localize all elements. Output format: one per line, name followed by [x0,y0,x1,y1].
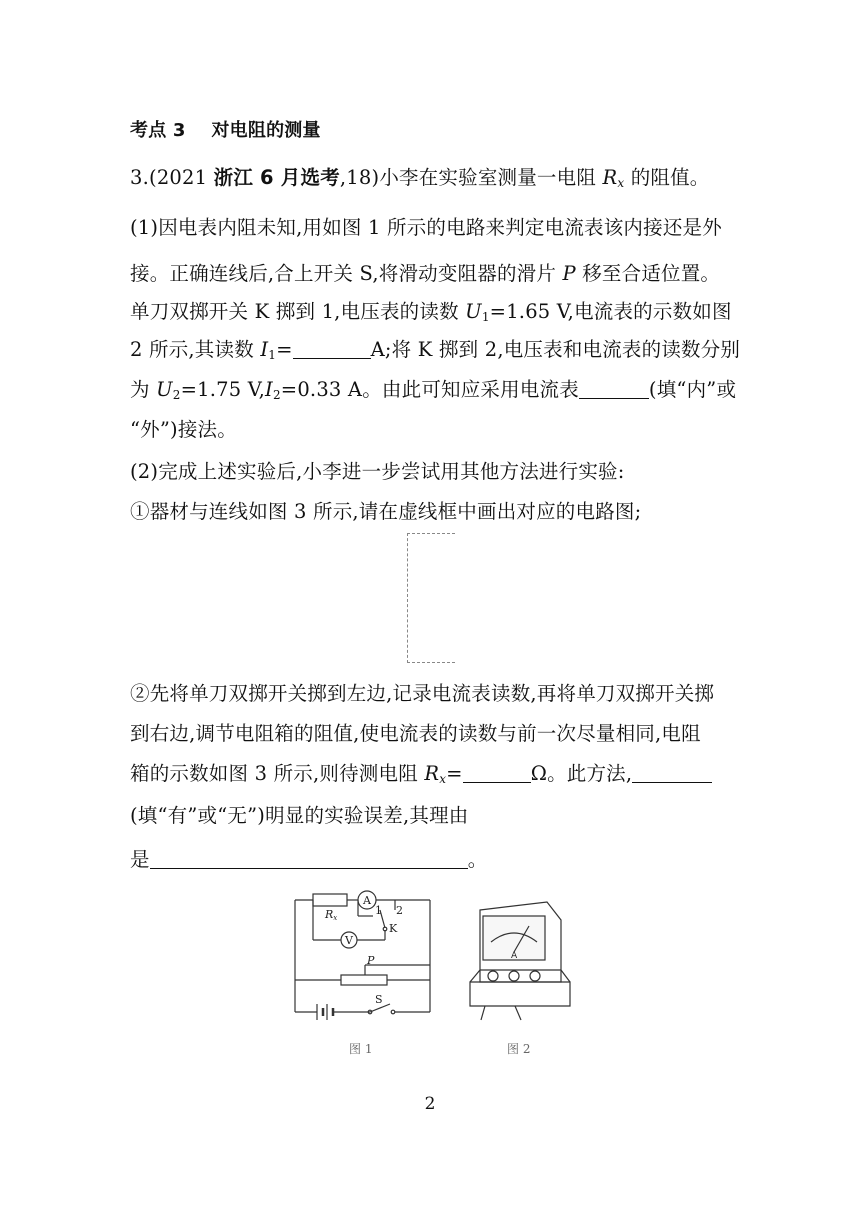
var-x-sub: x [617,176,625,190]
var-Rx: R [424,762,440,785]
part1-line4 [130,334,740,362]
question-intro-end: 的阻值。 [624,166,710,189]
part1-line6: “外”)接法。 [130,418,237,441]
sub-2b: 2 [272,388,281,402]
label-S: S [375,993,383,1006]
question-intro: 小李在实验室测量一电阻 [379,166,603,189]
label-pos2: 2 [396,904,403,917]
figure-2-caption: 图 2 [507,1042,531,1056]
part2-step2-line3-b: = [446,762,463,785]
question-stem [130,162,710,190]
answer-blank-error[interactable] [632,764,712,783]
source-exam: 浙江 6 月选考 [213,166,340,189]
var-U2: U [156,378,173,401]
label-x: x [333,914,338,922]
part1-line5-c: =0.33 A。由此可知应采用电流表 [280,378,579,401]
rheostat-symbol [341,975,387,985]
part1-line4-a: 2 所示,其读数 [130,338,261,361]
part2-step2-line5 [130,844,487,872]
var-I2: I [265,378,273,401]
part2-step2-line2: 到右边,调节电阻箱的阻值,使电流表的读数与前一次尽量相同,电阻 [130,722,701,745]
label-P: P [367,954,375,967]
part1-line3 [130,296,732,324]
section-heading [130,116,321,142]
svg-text:Rx [324,908,337,922]
part2-step2-line4: (填“有”或“无”)明显的实验误差,其理由 [130,804,469,827]
var-Rx-sub: x [439,772,447,786]
circuit-figure-1 [285,880,575,1060]
part1-line5 [130,374,736,402]
part2-step2-line3 [130,758,712,786]
part1-line4-c: A;将 K 掷到 2,电压表和电流表的读数分别 [370,338,741,361]
part1-line5-a: 为 [130,378,157,401]
page-number: 2 [424,1094,436,1114]
answer-blank-reason[interactable] [150,850,468,869]
part1-line3-a: 单刀双掷开关 K 掷到 1,电压表的读数 [130,300,466,323]
part2-step2-line3-c: Ω。此方法, [530,762,633,785]
label-ammeter: A [363,894,371,907]
part1-line5-d: (填“内”或 [648,378,737,401]
part2-step2-line5-a: 是 [130,848,150,871]
label-R: R [325,908,334,921]
part1-line4-b: = [276,338,293,361]
part2-line1: (2)完成上述实验后,小李进一步尝试用其他方法进行实验: [130,460,625,483]
source-post: ,18) [339,166,380,189]
figure-1-caption: 图 1 [349,1042,373,1056]
part2-step2-line3-a: 箱的示数如图 3 所示,则待测电阻 [130,762,425,785]
answer-blank-I1[interactable] [293,340,371,359]
part2-step1: ①器材与连线如图 3 所示,请在虚线框中画出对应的电路图; [130,500,642,523]
label-meter-A: A [511,951,518,961]
var-I1: I [260,338,269,361]
label-voltmeter: V [345,934,353,947]
answer-blank-connection[interactable] [579,380,649,399]
sub-2: 2 [172,388,181,402]
part1-line2-a: 接。正确连线后,合上开关 S,将滑动变阻器的滑片 [130,262,563,285]
circuit-drawing-box[interactable] [407,533,455,663]
part1-line1: (1)因电表内阻未知,用如图 1 所示的电路来判定电流表该内接还是外 [130,216,722,239]
section-title: 对电阻的测量 [211,120,321,141]
part2-step2-line1: ②先将单刀双掷开关掷到左边,记录电流表读数,再将单刀双掷开关掷 [130,682,715,705]
part1-line2 [130,258,720,286]
ammeter-figure-2 [470,902,570,1020]
part1-line2-b: 移至合适位置。 [575,262,721,285]
label-K: K [389,922,398,935]
figures-area [285,880,575,1060]
part1-line5-b: =1.75 V, [180,378,266,401]
var-R: R [602,166,618,189]
resistor-Rx-symbol [313,894,347,906]
part1-line3-b: =1.65 V,电流表的示数如图 [489,300,732,323]
source-pre: (2021 [149,166,214,189]
var-U1: U [465,300,482,323]
sub-1b: 1 [268,348,277,362]
label-pos1: 1 [375,904,382,917]
question-number: 3. [130,166,150,189]
answer-blank-Rx[interactable] [463,764,531,783]
section-label: 考点 3 [130,120,186,141]
sub-1: 1 [481,310,490,324]
var-P: P [562,262,576,285]
part2-step2-line5-b: 。 [467,848,488,871]
